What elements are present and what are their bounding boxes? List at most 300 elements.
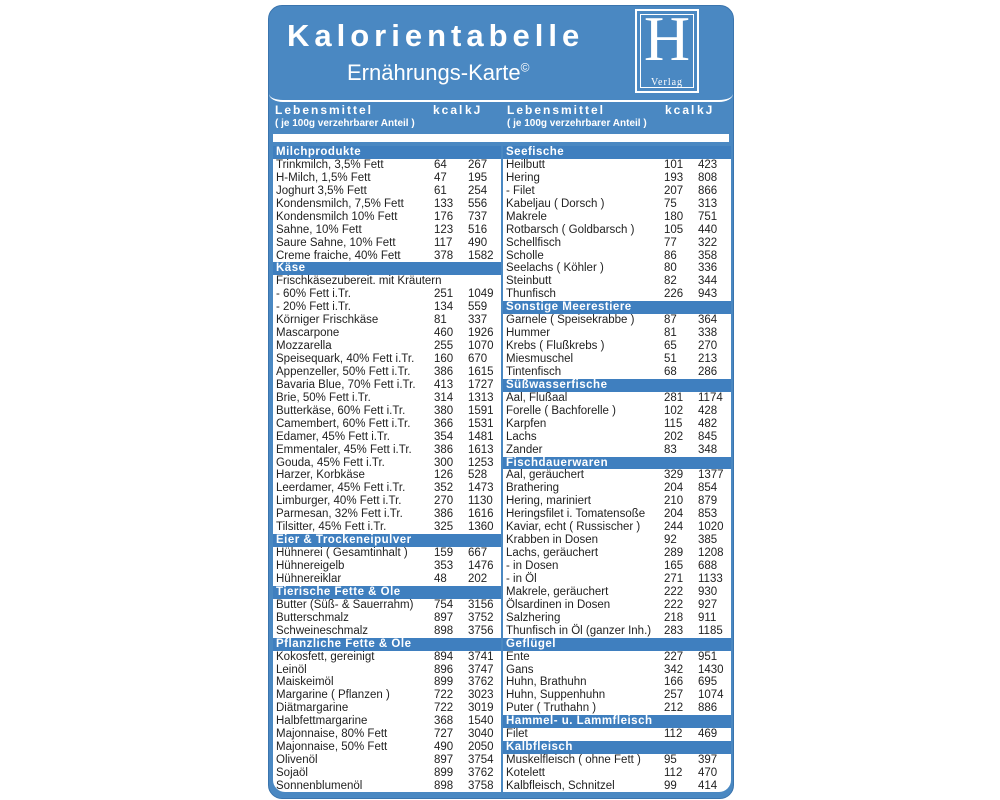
kcal-value: 380 — [434, 404, 454, 417]
kcal-value: 117 — [434, 236, 453, 249]
kcal-value: 271 — [664, 572, 684, 585]
kj-value: 3754 — [468, 754, 494, 767]
table-row — [503, 612, 731, 625]
kcal-value: 727 — [434, 728, 454, 741]
kj-value: 202 — [468, 572, 488, 585]
kcal-value: 386 — [434, 443, 454, 456]
food-name: Krebs ( Flußkrebs ) — [506, 340, 605, 353]
food-name: Lachs — [506, 430, 537, 443]
table-row — [273, 780, 501, 793]
table-row — [273, 185, 501, 198]
table-row — [273, 431, 501, 444]
kj-value: 516 — [468, 223, 488, 236]
table-row — [503, 353, 731, 366]
food-name: Thunfisch — [506, 288, 556, 301]
table-row — [503, 262, 731, 275]
col-note: ( je 100g verzehrbarer Anteil ) — [507, 118, 647, 129]
table-row — [503, 418, 731, 431]
kj-value: 336 — [698, 262, 718, 275]
table-row — [503, 482, 731, 495]
kcal-value: 300 — [434, 456, 454, 469]
section-header: Sonstige Meerestiere — [503, 301, 731, 314]
kcal-value: 101 — [664, 158, 684, 171]
table-row — [273, 689, 501, 702]
food-name: Kalbfleisch, Schnitzel — [506, 779, 615, 792]
kcal-value: 180 — [664, 210, 684, 223]
col-kcal-label: kcal — [665, 103, 697, 117]
food-name: Heilbutt — [506, 158, 545, 171]
kj-value: 1020 — [698, 521, 724, 534]
kj-value: 358 — [698, 249, 718, 262]
left-column — [273, 146, 501, 792]
kj-value: 470 — [698, 767, 718, 779]
food-name: Olivenöl — [276, 754, 318, 767]
table-row — [273, 573, 501, 586]
section-header: Pflanzliche Fette & Öle — [273, 638, 501, 651]
kj-value: 3023 — [468, 689, 494, 702]
kj-value: 1133 — [698, 572, 723, 585]
table-row — [273, 405, 501, 418]
food-name: Hering — [506, 171, 540, 184]
kj-value: 3756 — [468, 624, 494, 637]
table-row — [503, 405, 731, 418]
food-name: Gouda, 45% Fett i.Tr. — [276, 456, 385, 469]
kcal-value: 48 — [434, 572, 447, 585]
kj-value: 428 — [698, 404, 718, 417]
kj-value: 670 — [468, 353, 488, 365]
table-row — [273, 664, 501, 677]
kj-value: 1531 — [468, 417, 494, 430]
kj-value — [468, 275, 500, 288]
kcal-value: 99 — [664, 779, 677, 792]
kj-value: 337 — [468, 314, 488, 327]
table-row — [503, 689, 731, 702]
food-name: Halbfettmargarine — [276, 715, 368, 728]
kj-value: 348 — [698, 443, 718, 456]
table-row — [273, 301, 501, 314]
table-row — [503, 340, 731, 353]
table-row — [273, 237, 501, 250]
kcal-value: 413 — [434, 378, 454, 391]
kj-value: 1070 — [468, 340, 494, 353]
section-header: Seefische — [503, 146, 731, 159]
kcal-value: 86 — [664, 249, 677, 262]
food-name: Hummer — [506, 327, 551, 340]
food-name: Trinkmilch, 3,5% Fett — [276, 158, 384, 171]
kj-value: 853 — [698, 508, 718, 521]
table-row — [503, 547, 731, 560]
kj-value: 1174 — [698, 391, 723, 404]
kcal-value: 314 — [434, 391, 454, 404]
kj-value: 414 — [698, 779, 718, 792]
table-row — [273, 495, 501, 508]
kcal-value: 65 — [664, 340, 677, 353]
food-name: Diätmargarine — [276, 702, 349, 715]
table-row — [273, 379, 501, 392]
table-row — [273, 198, 501, 211]
table-row — [503, 754, 731, 767]
food-name: Scholle — [506, 249, 544, 262]
food-name: - in Dosen — [506, 560, 559, 572]
food-name: Leinöl — [276, 663, 307, 676]
kcal-value: 112 — [664, 728, 683, 741]
col-kj-label: kJ — [697, 103, 715, 117]
logo-letter: H — [643, 5, 691, 74]
food-name: Camembert, 60% Fett i.Tr. — [276, 417, 411, 430]
food-name: Frischkäsezubereit. mit Kräutern — [276, 275, 442, 288]
kcal-value: 176 — [434, 210, 454, 223]
food-name: Miesmuschel — [506, 353, 574, 365]
food-name: Heringsfilet i. Tomatensoße — [506, 508, 646, 521]
food-name: Butter (Süß- & Sauerrahm) — [276, 598, 414, 611]
food-name: Sojaöl — [276, 767, 308, 779]
food-name: Aal, geräuchert — [506, 469, 584, 482]
table-row — [503, 780, 731, 793]
table-row — [273, 521, 501, 534]
kcal-value: 386 — [434, 365, 454, 378]
table-row — [273, 340, 501, 353]
food-name: Filet — [506, 728, 528, 741]
kj-value: 270 — [698, 340, 718, 353]
table-row — [273, 288, 501, 301]
kj-value: 338 — [698, 327, 718, 340]
food-name: Mozzarella — [276, 340, 332, 353]
table-row — [503, 534, 731, 547]
kcal-value: 270 — [434, 495, 454, 508]
food-name: Kondensmilch, 7,5% Fett — [276, 197, 404, 210]
kj-value: 440 — [698, 223, 718, 236]
kj-value: 1727 — [468, 378, 494, 391]
table-row — [273, 560, 501, 573]
kj-value: 528 — [468, 469, 488, 482]
kj-value: 195 — [468, 171, 488, 184]
section-header: Fischdauerwaren — [503, 457, 731, 470]
table-row — [503, 625, 731, 638]
kcal-value: 160 — [434, 353, 454, 365]
food-name: Kondensmilch 10% Fett — [276, 210, 398, 223]
kcal-value: 342 — [664, 663, 684, 676]
kcal-value: 227 — [664, 650, 684, 663]
food-name: Saure Sahne, 10% Fett — [276, 236, 396, 249]
kj-value: 930 — [698, 585, 718, 598]
food-name: Hering, mariniert — [506, 495, 591, 508]
kj-value: 469 — [698, 728, 718, 741]
kcal-value: 51 — [664, 353, 677, 365]
food-name: Steinbutt — [506, 275, 552, 288]
table-row — [273, 392, 501, 405]
table-row — [503, 560, 731, 573]
table-row — [503, 314, 731, 327]
kj-value: 1476 — [468, 560, 494, 572]
food-name: Speisequark, 40% Fett i.Tr. — [276, 353, 415, 365]
kcal-value: 222 — [664, 585, 684, 598]
food-name: Limburger, 40% Fett i.Tr. — [276, 495, 402, 508]
kcal-value: 255 — [434, 340, 454, 353]
kj-value: 3758 — [468, 779, 494, 792]
kcal-value: 368 — [434, 715, 454, 728]
kcal-value: 87 — [664, 314, 677, 327]
kj-value: 695 — [698, 676, 718, 689]
kcal-value: 897 — [434, 611, 454, 624]
food-name: Schweineschmalz — [276, 624, 369, 637]
kcal-value: 283 — [664, 624, 684, 637]
kj-value: 397 — [698, 754, 718, 767]
food-name: - in Öl — [506, 572, 537, 585]
food-name: Joghurt 3,5% Fett — [276, 184, 367, 197]
food-name: Tintenfisch — [506, 365, 562, 378]
kcal-value: 61 — [434, 184, 447, 197]
kcal-value: 210 — [664, 495, 684, 508]
section-header: Geflügel — [503, 638, 731, 651]
kj-value: 3040 — [468, 728, 494, 741]
food-name: Forelle ( Bachforelle ) — [506, 404, 616, 417]
kj-value: 1360 — [468, 521, 494, 534]
kcal-value: 133 — [434, 197, 454, 210]
kj-value: 951 — [698, 650, 718, 663]
kj-value: 1613 — [468, 443, 494, 456]
food-name: Kotelett — [506, 767, 545, 779]
table-row — [503, 211, 731, 224]
kcal-value: 490 — [434, 741, 454, 754]
food-name: Huhn, Suppenhuhn — [506, 689, 606, 702]
food-name: Hühnereiklar — [276, 572, 342, 585]
kcal-value: 115 — [664, 417, 683, 430]
kj-value: 1208 — [698, 547, 724, 560]
food-name: Appenzeller, 50% Fett i.Tr. — [276, 365, 411, 378]
col-kcal-label: kcal — [433, 103, 465, 117]
table-row — [273, 418, 501, 431]
kcal-value: 207 — [664, 184, 684, 197]
kj-value: 1253 — [468, 456, 494, 469]
food-name: H-Milch, 1,5% Fett — [276, 171, 371, 184]
table-row — [503, 159, 731, 172]
kj-value: 1616 — [468, 508, 494, 521]
kj-value: 886 — [698, 702, 718, 715]
kj-value: 322 — [698, 236, 718, 249]
card-subtitle — [347, 60, 530, 86]
table-row — [503, 702, 731, 715]
food-name: Leerdamer, 45% Fett i.Tr. — [276, 482, 406, 495]
kcal-value: 325 — [434, 521, 454, 534]
kj-value: 1481 — [468, 430, 494, 443]
food-name: Sahne, 10% Fett — [276, 223, 362, 236]
kj-value: 559 — [468, 301, 488, 314]
kcal-value: 204 — [664, 508, 684, 521]
kcal-value: 281 — [664, 391, 684, 404]
food-name: Bavaria Blue, 70% Fett i.Tr. — [276, 378, 416, 391]
table-row — [273, 702, 501, 715]
table-row — [503, 327, 731, 340]
kcal-value: 754 — [434, 598, 454, 611]
kj-value: 267 — [468, 158, 488, 171]
kj-value: 866 — [698, 184, 718, 197]
table-row — [503, 366, 731, 379]
kcal-value: 257 — [664, 689, 684, 702]
kcal-value: 226 — [664, 288, 684, 301]
kj-value: 3156 — [468, 598, 494, 611]
kcal-value: 159 — [434, 547, 454, 560]
kj-value: 1430 — [698, 663, 724, 676]
kcal-value: 212 — [664, 702, 684, 715]
food-name: - 60% Fett i.Tr. — [276, 288, 351, 301]
kcal-value: 899 — [434, 767, 454, 779]
food-name: Butterkäse, 60% Fett i.Tr. — [276, 404, 406, 417]
kj-value: 1582 — [468, 249, 494, 262]
kcal-value: 193 — [664, 171, 684, 184]
table-row — [503, 392, 731, 405]
kj-value: 213 — [698, 353, 718, 365]
kj-value: 482 — [698, 417, 718, 430]
kj-value: 364 — [698, 314, 718, 327]
kcal-value: 77 — [664, 236, 677, 249]
kj-value: 1049 — [468, 288, 494, 301]
table-row — [273, 482, 501, 495]
kcal-value: 289 — [664, 547, 684, 560]
kj-value: 879 — [698, 495, 718, 508]
kj-value: 423 — [698, 158, 718, 171]
table-row — [503, 508, 731, 521]
food-name: Thunfisch in Öl (ganzer Inh.) — [506, 624, 652, 637]
kj-value: 688 — [698, 560, 718, 572]
kj-value: 3741 — [468, 650, 494, 663]
kj-value: 1473 — [468, 482, 494, 495]
food-name: Muskelfleisch ( ohne Fett ) — [506, 754, 641, 767]
food-name: Körniger Frischkäse — [276, 314, 379, 327]
table-row — [273, 250, 501, 263]
section-header: Tierische Fette & Öle — [273, 586, 501, 599]
table-row — [273, 224, 501, 237]
kcal-value: 80 — [664, 262, 677, 275]
kcal-value: 366 — [434, 417, 454, 430]
kcal-value: 386 — [434, 508, 454, 521]
kj-value: 1540 — [468, 715, 494, 728]
kcal-value: 166 — [664, 676, 684, 689]
kj-value: 490 — [468, 236, 488, 249]
food-name: Hühnerei ( Gesamtinhalt ) — [276, 547, 408, 560]
food-name: Ölsardinen in Dosen — [506, 598, 611, 611]
kcal-value: 105 — [664, 223, 684, 236]
table-row — [503, 237, 731, 250]
table-row — [273, 159, 501, 172]
kcal-value: 352 — [434, 482, 454, 495]
table-row — [273, 327, 501, 340]
food-name: Butterschmalz — [276, 611, 349, 624]
kj-value: 737 — [468, 210, 488, 223]
food-name: Parmesan, 32% Fett i.Tr. — [276, 508, 403, 521]
table-row — [273, 508, 501, 521]
kcal-value: 898 — [434, 779, 454, 792]
kcal-value: 378 — [434, 249, 454, 262]
table-row — [273, 457, 501, 470]
table-row — [503, 172, 731, 185]
kj-value: 927 — [698, 598, 718, 611]
table-row — [273, 625, 501, 638]
kcal-value: 329 — [664, 469, 684, 482]
kcal-value: 102 — [664, 404, 684, 417]
kcal-value: 92 — [664, 534, 677, 547]
table-row — [503, 469, 731, 482]
kj-value: 1313 — [468, 391, 494, 404]
kj-value: 1926 — [468, 327, 494, 340]
table-row — [273, 547, 501, 560]
kcal-value: 126 — [434, 469, 454, 482]
kj-value: 313 — [698, 197, 718, 210]
table-row — [273, 728, 501, 741]
kcal-value: 82 — [664, 275, 677, 288]
table-row — [273, 599, 501, 612]
table-row — [503, 767, 731, 780]
table-row — [273, 353, 501, 366]
table-row — [273, 651, 501, 664]
table-row — [503, 495, 731, 508]
kj-value: 385 — [698, 534, 718, 547]
kj-value: 751 — [698, 210, 718, 223]
col-food-label: Lebensmittel — [275, 103, 374, 117]
food-name: Harzer, Korbkäse — [276, 469, 365, 482]
kj-value: 3762 — [468, 767, 494, 779]
kcal-value: 95 — [664, 754, 677, 767]
kcal-value: 897 — [434, 754, 454, 767]
kj-value: 854 — [698, 482, 718, 495]
food-name: Majonnaise, 80% Fett — [276, 728, 388, 741]
table-row — [273, 741, 501, 754]
kj-value: 2050 — [468, 741, 494, 754]
kcal-value: 218 — [664, 611, 684, 624]
food-name: Zander — [506, 443, 543, 456]
food-name: Creme fraiche, 40% Fett — [276, 249, 401, 262]
publisher-logo — [635, 5, 699, 93]
table-row — [273, 211, 501, 224]
table-row — [503, 521, 731, 534]
table-row — [503, 676, 731, 689]
kj-value: 1185 — [698, 624, 723, 637]
kj-value: 808 — [698, 171, 718, 184]
section-header: Käse — [273, 262, 501, 275]
kcal-value: 202 — [664, 430, 684, 443]
kcal-value: 896 — [434, 663, 454, 676]
food-name: Mascarpone — [276, 327, 340, 340]
card-title: Kalorientabelle — [287, 18, 585, 53]
kj-value: 1377 — [698, 469, 724, 482]
food-name: Kabeljau ( Dorsch ) — [506, 197, 605, 210]
table-row — [273, 275, 501, 288]
col-food-label: Lebensmittel — [507, 103, 606, 117]
kj-value: 3019 — [468, 702, 494, 715]
table-row — [503, 185, 731, 198]
section-header: Hammel- u. Lammfleisch — [503, 715, 731, 728]
kcal-value: 112 — [664, 767, 683, 779]
header-divider — [269, 92, 733, 102]
food-name: Salzhering — [506, 611, 561, 624]
table-row — [273, 715, 501, 728]
food-name: - Filet — [506, 184, 535, 197]
table-row — [273, 754, 501, 767]
food-name: Lachs, geräuchert — [506, 547, 599, 560]
kcal-value: 83 — [664, 443, 677, 456]
food-name: Seelachs ( Köhler ) — [506, 262, 604, 275]
food-name: Tilsitter, 45% Fett i.Tr. — [276, 521, 387, 534]
kcal-value: 64 — [434, 158, 447, 171]
kcal-value: 354 — [434, 430, 454, 443]
table-row — [503, 275, 731, 288]
column-header-left — [275, 103, 482, 129]
food-name: Garnele ( Speisekrabbe ) — [506, 314, 635, 327]
table-row — [503, 444, 731, 457]
kj-value: 1591 — [468, 404, 494, 417]
food-name: Schellfisch — [506, 236, 561, 249]
food-name: Puter ( Truthahn ) — [506, 702, 597, 715]
kcal-value: 722 — [434, 702, 454, 715]
